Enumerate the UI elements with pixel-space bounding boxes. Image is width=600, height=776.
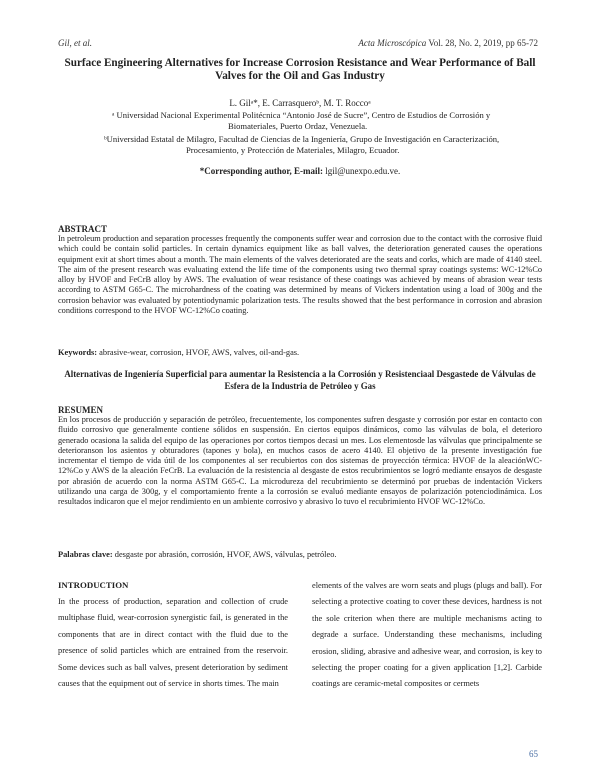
journal-issue: Vol. 28, No. 2, 2019, pp 65-72 [426,38,538,48]
affiliation-a-line2: Biomateriales, Puerto Ordaz, Venezuela. [228,121,368,131]
corresponding-label: *Corresponding author, E-mail: [199,166,323,176]
keywords-line [58,348,542,357]
journal-name: Acta Microscópica [358,38,427,48]
author-list: L. Gilᵃ*, E. Carrasqueroᵇ, M. T. Roccoᵃ [229,98,371,108]
page-number: 65 [529,749,538,759]
affiliation-b-line2: Procesamiento, y Protección de Materiales, Milagro, Ecuador. [186,145,400,155]
introduction-left-column: In the process of production, separation and collection of crude multiphase fluid, wear-corrosion synergistic fail, is generated in the components that are in direct contact with the fluid due to the presence of solid particles which are entrained from the reservoir. Some devices such as ball valves, present deterioration by sediment causes that the equipment out of service in shorts times. The main [58,597,288,689]
running-header-journal [358,38,538,48]
corresponding-email[interactable]: lgil@unexpo.edu.ve. [323,166,401,176]
paper-title: Surface Engineering Alternatives for Increase Corrosion Resistance and Wear Performance of Ball Valves for the Oil and Gas Industry [64,57,536,82]
keywords-label: Keywords: [58,348,98,357]
resumen-text: En los procesos de producción y separación de petróleo, frecuentemente, los componentes sufren desgaste y corrosión por estar en contacto con fluido corrosivo que generalmente contiene sólidos en suspensión. En ciertos equipos dinámicos, como las válvulas de bola, el deterioro generado ocasiona la salida del equipo de las operaciones por cortos tiempos decasi un mes. Los elementosde las válvulas que principalmente se deterioranson los asientos y obturadores (tapones y bola), en muchos casos de acero 4140. El objetivo de la presente investigación fue incrementar el tiempo de vida útil de los componentes al ser recubiertos con dos sistemas de proyección térmica: HVOF de la aleaciónWC-12%Co y AWS de la aleación FeCrB. La evaluación de la resistencia al desgaste de estos recubrimientos se logró mediante ensayos de desgaste por abrasión de acuerdo con la norma ASTM G65-C. La microdureza del recubrimiento se determinó por pruebas de indentación Vickers utilizando una carga de 300g, y el comportamiento frente a la corrosión se evaluó mediante ensayos de polarización potenciodinámica. Los resultados indicaron que el mejor rendimiento en un ambiente corrosivo y abrasivo lo tuvo el recubrimiento HVOF WC-12%Co. [58,415,542,507]
affiliation-b-line1: ᵇUniversidad Estatal de Milagro, Facultad de Ciencias de la Ingeniería, Grupo de Investigación en Caracterización, [104,134,500,144]
affiliation-a-line1: ᵃ Universidad Nacional Experimental Politécnica “Antonio José de Sucre”, Centro de Estudios de Corrosión y [112,110,491,120]
palabras-clave-values: desgaste por abrasión, corrosión, HVOF, AWS, válvulas, petróleo. [112,550,337,559]
palabras-clave-label: Palabras clave: [58,550,113,559]
keywords-values: abrasive-wear, corrosion, HVOF, AWS, valves, oil-and-gas. [97,348,300,357]
spanish-title: Alternativas de Ingeniería Superficial para aumentar la Resistencia a la Corrosión y Resistenciaal Desgastede de Válvulas de Esfera de la Industria de Petróleo y Gas [64,369,536,391]
introduction-right-column: elements of the valves are worn seats and plugs (plugs and ball). For selecting a protective coating to cover these devices, hardness is not the sole criterion when there are multiple mechanisms acting to degrade a surface. Understanding these mechanisms, including erosion, sliding, abrasive and adhesive wear, and corrosion, is key to selecting the proper coating for a given application [1,2]. Carbide coatings are ceramic-metal composites or cermets [312,581,542,689]
introduction-heading: INTRODUCTION [58,580,129,590]
running-header-authors: Gil, et al. [58,38,92,48]
abstract-heading: ABSTRACT [58,224,108,234]
abstract-text: In petroleum production and separation processes frequently the components suffer wear and corrosion due to the contact with the corrosive fluid which could be contain solid particles. In certain dynamics equipment like as ball valves, the deterioration generated causes the operations equipment exit at short times about a month. The main elements of the valves deteriorated are the seats and corks, which are made of 4140 steel. The aim of the present research was evaluating extend the life time of the components using two thermal spray coatings systems: WC-12%Co alloy by HVOF and FeCrB alloy by AWS. The evaluation of wear resistance of these coatings was achieved by means of abrasion wear tests according to ASTM G65-C. The microhardness of the coating was determined by means of Vickers indentation using a load of 300g and the corrosion behavior was evaluated by potentiodynamic polarization tests. The results showed that the best performance in corrosion and abrasion conditions correspond to the HVOF WC-12%Co coating. [58,234,542,316]
resumen-heading: RESUMEN [58,405,104,415]
palabras-clave-line [58,550,542,559]
corresponding-author [60,166,540,176]
